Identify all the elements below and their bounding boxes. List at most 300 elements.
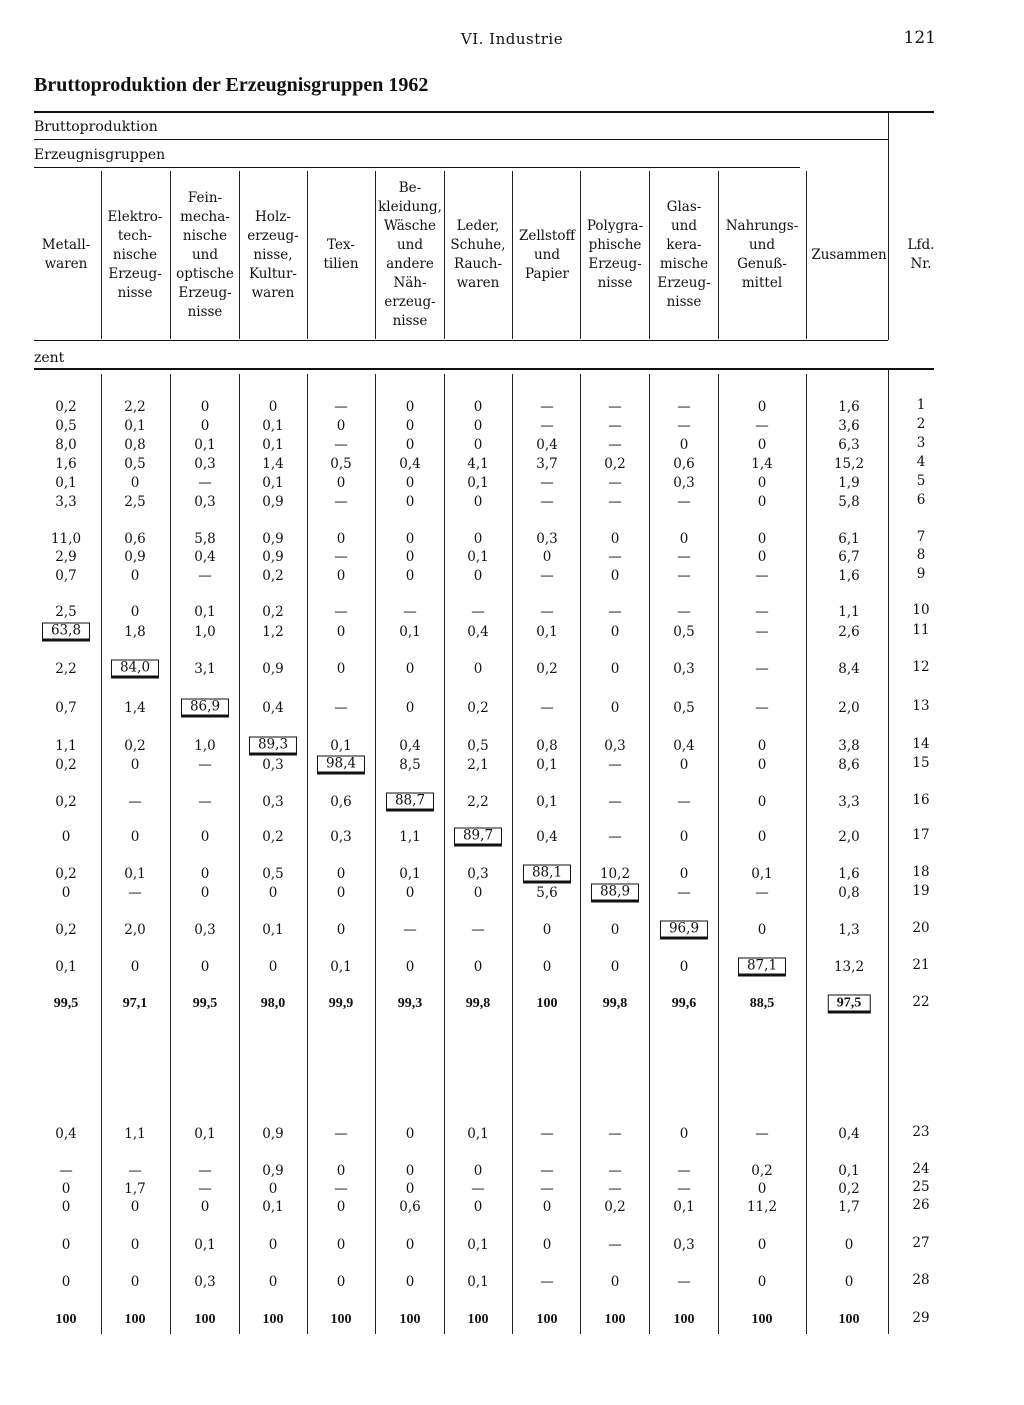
table-cell: 88,9 <box>591 884 639 903</box>
column-header-zusammen <box>811 246 886 265</box>
table-cell: 0 <box>130 959 140 975</box>
table-cell: — <box>755 624 769 640</box>
column-header-line: Kultur- <box>249 265 297 282</box>
column-header-line: andere <box>386 256 434 272</box>
table-cell: 0 <box>542 1237 552 1253</box>
table-cell: 0,6 <box>330 794 352 810</box>
row-number: 25 <box>912 1179 930 1195</box>
table-cell: 0,4 <box>536 437 558 453</box>
table-cell: 0 <box>200 866 210 882</box>
column-divider <box>718 374 719 1334</box>
table-cell: 1,0 <box>194 738 216 754</box>
table-cell: 0 <box>757 549 767 565</box>
table-cell: 6,7 <box>838 549 860 565</box>
table-cell: — <box>128 794 142 810</box>
table-cell: 0 <box>542 549 552 565</box>
table-cell: 99,3 <box>397 996 423 1011</box>
table-cell: 0,1 <box>55 959 77 975</box>
table-cell: 0 <box>610 700 620 716</box>
table-cell: — <box>471 604 485 620</box>
column-divider <box>649 171 650 339</box>
table-cell: 0,1 <box>467 1274 489 1290</box>
column-header-textil <box>323 236 358 274</box>
table-cell: 1,6 <box>55 456 77 472</box>
lfd-divider <box>888 113 889 340</box>
table-cell: 0,2 <box>55 922 77 938</box>
table-cell: 99,8 <box>465 996 491 1011</box>
column-header-line: Näh- <box>393 275 427 291</box>
row-number: 21 <box>912 957 930 973</box>
row-number: 7 <box>916 529 926 545</box>
table-cell: 0 <box>200 885 210 901</box>
table-cell: 0,2 <box>838 1181 860 1197</box>
table-cell: 0 <box>61 885 71 901</box>
column-header-line: Holz- <box>255 208 291 225</box>
row-number: 27 <box>912 1235 930 1251</box>
table-cell: — <box>755 885 769 901</box>
table-cell: 100 <box>751 1312 773 1327</box>
table-cell: — <box>677 1274 691 1290</box>
column-header-line: und <box>670 218 698 234</box>
table-cell: 98,0 <box>260 996 286 1011</box>
table-cell: 0,4 <box>467 624 489 640</box>
table-cell: — <box>608 1237 622 1253</box>
table-cell: 0 <box>473 531 483 547</box>
table-cell: 0 <box>473 494 483 510</box>
table-cell: 0,3 <box>194 494 216 510</box>
table-cell: 0 <box>679 1126 689 1142</box>
table-cell: — <box>403 922 417 938</box>
table-cell: 0,2 <box>467 700 489 716</box>
table-cell: 0,4 <box>194 549 216 565</box>
table-cell: 0 <box>473 437 483 453</box>
table-cell: 8,5 <box>399 757 421 773</box>
table-cell: 0 <box>757 1237 767 1253</box>
table-cell: 0 <box>336 475 346 491</box>
table-cell: — <box>334 700 348 716</box>
table-cell: — <box>334 1181 348 1197</box>
table-cell: 1,1 <box>399 829 421 845</box>
column-header-line: Polygra- <box>586 218 644 234</box>
row-number: 15 <box>912 755 930 771</box>
table-cell: — <box>540 568 554 584</box>
column-header-line: Be- <box>398 180 422 196</box>
table-cell: 0 <box>679 437 689 453</box>
table-cell: 0 <box>757 475 767 491</box>
table-cell: 3,3 <box>55 494 77 510</box>
table-cell: — <box>540 1163 554 1179</box>
table-cell: 0 <box>405 475 415 491</box>
table-cell: — <box>540 1181 554 1197</box>
column-divider <box>649 374 650 1334</box>
table-cell: — <box>677 549 691 565</box>
column-header-line: erzeug- <box>384 294 436 310</box>
table-cell: 0,8 <box>838 885 860 901</box>
table-cell: — <box>334 549 348 565</box>
table-cell: — <box>540 604 554 620</box>
table-cell: 0 <box>473 1199 483 1215</box>
column-divider <box>444 374 445 1334</box>
column-divider <box>375 171 376 339</box>
column-divider <box>239 374 240 1334</box>
table-cell: 3,3 <box>838 794 860 810</box>
table-cell: 0 <box>405 494 415 510</box>
row-number: 5 <box>916 473 926 489</box>
table-cell: 0 <box>757 738 767 754</box>
row-number: 23 <box>912 1124 930 1140</box>
table-cell: 3,6 <box>838 418 860 434</box>
table-cell: 2,2 <box>467 794 489 810</box>
table-cell: — <box>608 1126 622 1142</box>
row-number: 22 <box>912 994 930 1010</box>
table-cell: 0,1 <box>262 437 284 453</box>
table-cell: 0 <box>473 959 483 975</box>
table-cell: 0,1 <box>194 604 216 620</box>
table-cell: 1,6 <box>838 568 860 584</box>
table-cell: 99,6 <box>671 996 697 1011</box>
table-cell: 0,2 <box>536 661 558 677</box>
table-cell: 0,9 <box>262 531 284 547</box>
table-cell: 86,9 <box>181 699 229 718</box>
table-cell: — <box>677 418 691 434</box>
row-number: 28 <box>912 1272 930 1288</box>
table-cell: 0 <box>757 829 767 845</box>
table-cell: 8,0 <box>55 437 77 453</box>
column-header-line: Metall- <box>41 237 91 253</box>
column-header-line: nisse <box>666 294 702 310</box>
table-cell: — <box>608 757 622 773</box>
column-header-line: Erzeug- <box>657 275 711 291</box>
column-header-line: Nr. <box>910 256 932 272</box>
header-bruttoproduktion: Bruttoproduktion <box>34 119 158 135</box>
table-cell: 0,5 <box>673 624 695 640</box>
table-cell: — <box>608 1181 622 1197</box>
table-cell: 0 <box>610 624 620 640</box>
column-header-poly <box>587 217 643 293</box>
table-cell: 10,2 <box>599 866 631 882</box>
table-cell: 0,1 <box>536 794 558 810</box>
table-cell: 1,7 <box>838 1199 860 1215</box>
table-cell: — <box>677 604 691 620</box>
table-cell: 0,3 <box>262 794 284 810</box>
table-cell: 0 <box>610 959 620 975</box>
table-cell: — <box>608 437 622 453</box>
row-number: 18 <box>912 864 930 880</box>
table-cell: 0 <box>336 922 346 938</box>
page-number: 121 <box>903 28 936 48</box>
table-cell: 0,5 <box>124 456 146 472</box>
table-cell: — <box>471 922 485 938</box>
table-cell: — <box>608 604 622 620</box>
column-header-line: Genuß- <box>737 256 787 272</box>
column-header-line: und <box>396 237 424 253</box>
table-cell: 1,0 <box>194 624 216 640</box>
column-header-line: Tex- <box>327 237 355 253</box>
table-cell: 0,9 <box>262 1126 284 1142</box>
table-cell: — <box>128 1163 142 1179</box>
table-cell: 63,8 <box>42 623 90 642</box>
table-cell: 0 <box>200 418 210 434</box>
column-header-lfd <box>908 236 935 274</box>
column-header-line: Fein- <box>187 189 223 206</box>
table-cell: 0,1 <box>399 624 421 640</box>
table-cell: 100 <box>399 1312 421 1327</box>
table-cell: 0,1 <box>467 1126 489 1142</box>
table-cell: — <box>334 437 348 453</box>
table-cell: 0 <box>336 1274 346 1290</box>
table-cell: 0 <box>405 1274 415 1290</box>
table-cell: — <box>608 829 622 845</box>
table-cell: 0 <box>130 1237 140 1253</box>
row-number: 17 <box>912 827 930 843</box>
row-number: 26 <box>912 1197 930 1213</box>
table-cell: 0,3 <box>673 661 695 677</box>
table-cell: 0 <box>268 399 278 415</box>
table-cell: 0 <box>610 922 620 938</box>
table-cell: 0 <box>757 437 767 453</box>
row-number: 4 <box>916 454 926 470</box>
table-cell: 15,2 <box>833 456 865 472</box>
table-cell: — <box>540 1126 554 1142</box>
table-cell: — <box>540 1274 554 1290</box>
table-cell: 0 <box>336 1163 346 1179</box>
column-header-line: Erzeug- <box>178 284 232 301</box>
table-cell: 0,3 <box>673 1237 695 1253</box>
table-cell: 1,6 <box>838 399 860 415</box>
table-cell: — <box>677 1163 691 1179</box>
table-cell: — <box>608 418 622 434</box>
table-cell: 0 <box>200 829 210 845</box>
table-cell: 98,4 <box>317 756 365 775</box>
table-cell: — <box>608 1163 622 1179</box>
table-cell: 2,5 <box>55 604 77 620</box>
table-cell: 0 <box>757 1181 767 1197</box>
column-header-line: nisse <box>597 275 633 291</box>
table-cell: 1,1 <box>124 1126 146 1142</box>
table-cell: 0,4 <box>55 1126 77 1142</box>
table-cell: 1,4 <box>751 456 773 472</box>
table-cell: 0 <box>473 399 483 415</box>
table-cell: 0,1 <box>124 866 146 882</box>
table-cell: 0,5 <box>467 738 489 754</box>
table-cell: 0 <box>610 661 620 677</box>
table-cell: 0,1 <box>838 1163 860 1179</box>
table-cell: 0,1 <box>262 418 284 434</box>
table-cell: 0,1 <box>194 1126 216 1142</box>
table-cell: 1,4 <box>124 700 146 716</box>
column-header-line: Glas- <box>666 199 702 215</box>
table-cell: 100 <box>536 1312 558 1327</box>
column-header-line: Elektro- <box>107 208 163 225</box>
table-cell: 97,5 <box>828 995 871 1014</box>
column-header-line: nische <box>182 227 228 244</box>
table-cell: — <box>540 475 554 491</box>
table-cell: 0 <box>679 866 689 882</box>
table-cell: 0 <box>473 885 483 901</box>
table-cell: 0,4 <box>838 1126 860 1142</box>
table-cell: — <box>198 568 212 584</box>
column-header-line: Schuhe, <box>450 237 506 253</box>
table-cell: 0 <box>61 1274 71 1290</box>
table-cell: 89,3 <box>249 737 297 756</box>
table-cell: 0 <box>336 531 346 547</box>
table-cell: 100 <box>536 996 558 1011</box>
table-cell: 100 <box>604 1312 626 1327</box>
table-cell: 0,1 <box>467 1237 489 1253</box>
table-cell: 100 <box>55 1312 77 1327</box>
column-header-metall <box>42 236 90 274</box>
table-cell: — <box>198 475 212 491</box>
table-cell: 0 <box>679 959 689 975</box>
table-cell: 0 <box>405 1126 415 1142</box>
table-cell: 87,1 <box>738 958 786 977</box>
row-number: 3 <box>916 435 926 451</box>
table-cell: 0,3 <box>194 456 216 472</box>
table-cell: 0,2 <box>262 568 284 584</box>
table-cell: 0 <box>336 418 346 434</box>
table-cell: 0 <box>130 829 140 845</box>
page-title: Bruttoproduktion der Erzeugnisgruppen 1962 <box>34 74 429 96</box>
table-cell: 1,4 <box>262 456 284 472</box>
table-cell: 2,6 <box>838 624 860 640</box>
table-cell: 0,4 <box>262 700 284 716</box>
table-cell: 1,1 <box>838 604 860 620</box>
table-cell: 0,4 <box>399 456 421 472</box>
table-cell: 0,8 <box>536 738 558 754</box>
table-cell: 0 <box>61 1199 71 1215</box>
table-cell: 0,4 <box>673 738 695 754</box>
table-cell: 0 <box>130 757 140 773</box>
column-header-line: erzeug- <box>247 227 299 244</box>
table-cell: 0,1 <box>124 418 146 434</box>
table-cell: 0,3 <box>673 475 695 491</box>
column-divider <box>170 374 171 1334</box>
table-cell: 0,1 <box>751 866 773 882</box>
table-cell: 2,2 <box>55 661 77 677</box>
table-cell: 1,1 <box>55 738 77 754</box>
column-header-nahrung <box>726 217 799 293</box>
table-cell: 0,6 <box>399 1199 421 1215</box>
header-rule-2 <box>34 167 800 168</box>
table-cell: 100 <box>124 1312 146 1327</box>
header-unit: zent <box>34 350 65 366</box>
table-cell: — <box>755 418 769 434</box>
table-cell: 0 <box>757 494 767 510</box>
table-cell: — <box>471 1181 485 1197</box>
table-cell: 13,2 <box>833 959 865 975</box>
column-header-line: Lfd. <box>907 237 935 253</box>
table-cell: 0,3 <box>194 1274 216 1290</box>
table-cell: 0 <box>757 794 767 810</box>
row-number: 9 <box>916 566 926 582</box>
table-cell: — <box>198 1163 212 1179</box>
row-number: 12 <box>912 659 930 675</box>
column-header-line: mittel <box>741 275 783 291</box>
table-cell: 0 <box>61 1181 71 1197</box>
column-header-line: Zusammen <box>811 246 887 263</box>
table-cell: — <box>334 1126 348 1142</box>
table-cell: — <box>608 475 622 491</box>
table-cell: 0,5 <box>55 418 77 434</box>
table-cell: 2,2 <box>124 399 146 415</box>
table-cell: 0 <box>130 568 140 584</box>
table-cell: 0,3 <box>467 866 489 882</box>
running-head: VI. Industrie <box>460 30 564 48</box>
column-divider <box>718 171 719 339</box>
table-cell: 100 <box>330 1312 352 1327</box>
table-cell: 0 <box>473 568 483 584</box>
table-cell: 0,8 <box>124 437 146 453</box>
table-cell: 89,7 <box>454 828 502 847</box>
table-cell: 0 <box>405 549 415 565</box>
table-cell: 2,1 <box>467 757 489 773</box>
table-cell: 0,2 <box>55 757 77 773</box>
column-header-line: nisse <box>187 303 223 320</box>
table-cell: — <box>755 568 769 584</box>
table-cell: 3,7 <box>536 456 558 472</box>
column-header-line: kera- <box>666 237 702 253</box>
table-cell: 11,2 <box>746 1199 778 1215</box>
table-cell: 0 <box>200 399 210 415</box>
table-cell: 0,6 <box>673 456 695 472</box>
table-cell: 0,5 <box>262 866 284 882</box>
table-cell: 0 <box>336 624 346 640</box>
table-cell: — <box>403 604 417 620</box>
table-cell: 0,9 <box>262 494 284 510</box>
table-cell: 0 <box>405 1237 415 1253</box>
table-cell: 0,2 <box>124 738 146 754</box>
table-cell: 0 <box>336 568 346 584</box>
table-cell: — <box>677 399 691 415</box>
table-cell: 0 <box>610 1274 620 1290</box>
table-cell: 5,6 <box>536 885 558 901</box>
column-header-line: nisse <box>392 313 428 329</box>
table-cell: — <box>59 1163 73 1179</box>
table-cell: 100 <box>194 1312 216 1327</box>
table-cell: 1,2 <box>262 624 284 640</box>
table-cell: 0 <box>405 418 415 434</box>
table-cell: 0,7 <box>55 568 77 584</box>
table-cell: 0 <box>679 531 689 547</box>
table-cell: 1,6 <box>838 866 860 882</box>
table-cell: — <box>677 1181 691 1197</box>
column-header-line: waren <box>456 275 500 291</box>
table-cell: 0 <box>336 1199 346 1215</box>
table-cell: 0 <box>542 1199 552 1215</box>
table-cell: 99,5 <box>53 996 79 1011</box>
table-cell: 0 <box>405 959 415 975</box>
table-cell: — <box>540 700 554 716</box>
table-cell: 0 <box>336 661 346 677</box>
table-cell: 0,1 <box>194 437 216 453</box>
table-cell: 100 <box>838 1312 860 1327</box>
table-cell: 2,9 <box>55 549 77 565</box>
table-cell: 99,8 <box>602 996 628 1011</box>
table-cell: 0,1 <box>673 1199 695 1215</box>
row-number: 20 <box>912 920 930 936</box>
table-cell: 0 <box>130 475 140 491</box>
column-header-line: und <box>191 246 219 263</box>
lfd-divider <box>888 370 889 1334</box>
table-cell: 0,5 <box>673 700 695 716</box>
table-cell: 0,2 <box>604 456 626 472</box>
table-cell: 0,1 <box>399 866 421 882</box>
table-cell: — <box>540 399 554 415</box>
table-cell: 0,1 <box>330 959 352 975</box>
table-cell: 0 <box>473 661 483 677</box>
column-divider <box>101 374 102 1334</box>
table-cell: 2,0 <box>838 829 860 845</box>
